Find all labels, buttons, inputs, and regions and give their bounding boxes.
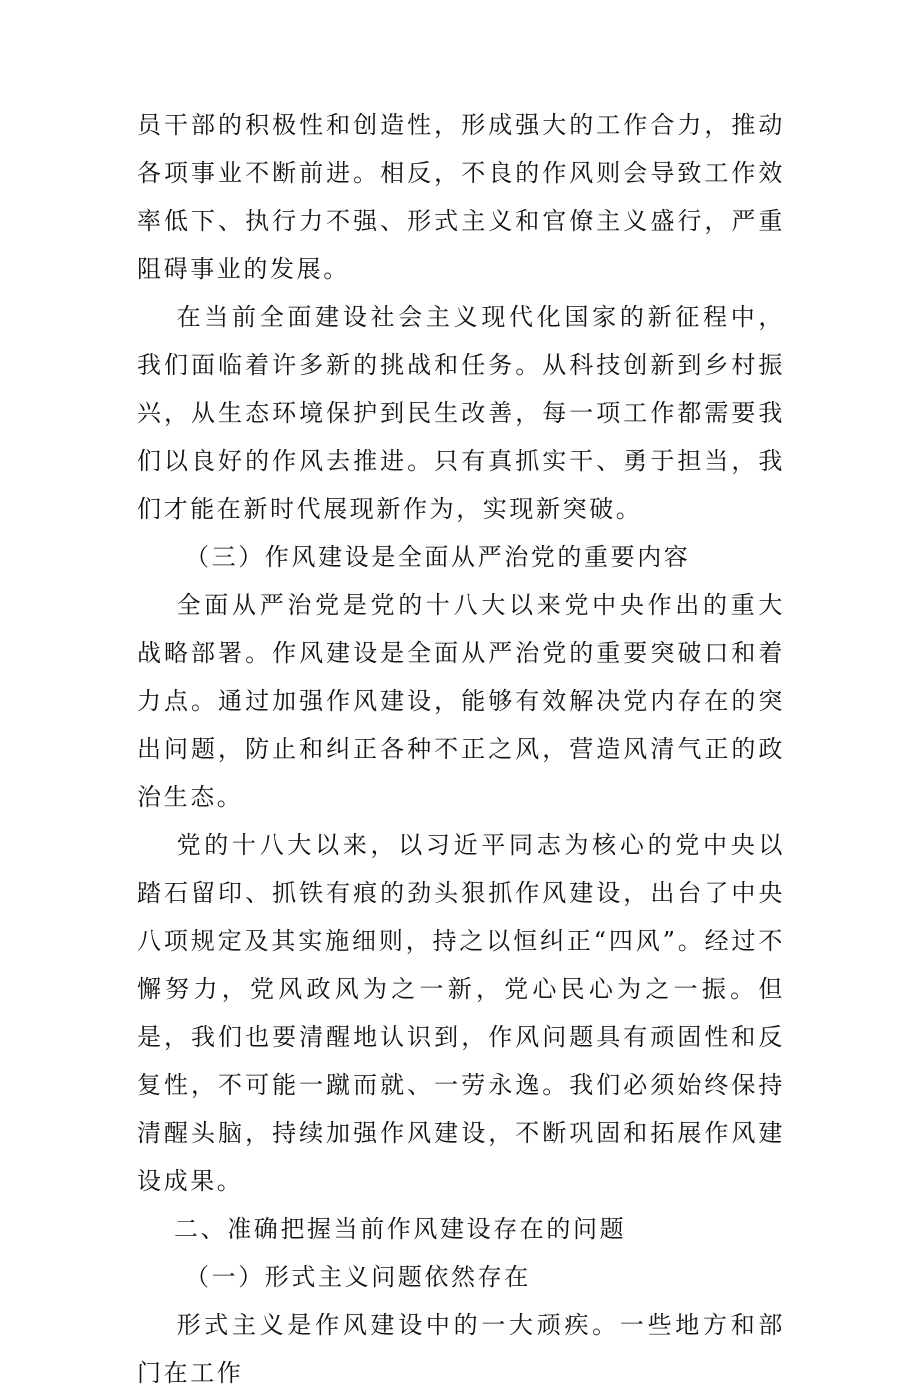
chapter-heading-2: 二、准确把握当前作风建设存在的问题 <box>174 1215 627 1243</box>
document-page <box>137 101 785 1397</box>
paragraph-formalism: 形式主义是作风建设中的一大顽疾。一些地方和部门在工作 <box>137 1311 785 1387</box>
paragraph-strict-governance: 全面从严治党是党的十八大以来党中央作出的重大战略部署。作风建设是全面从严治党的重要突破口和着力点。通过加强作风建设，能够有效解决党内存在的突出问题，防止和纠正各种不正之风，营造风清气正的政治生态。 <box>137 591 785 811</box>
paragraph-new-journey: 在当前全面建设社会主义现代化国家的新征程中，我们面临着许多新的挑战和任务。从科技创新到乡村振兴，从生态环境保护到民生改善，每一项工作都需要我们以良好的作风去推进。只有真抓实干、勇于担当，我们才能在新时代展现新作为，实现新突破。 <box>137 303 785 523</box>
section-heading-1: （一）形式主义问题依然存在 <box>185 1263 531 1291</box>
section-heading-3: （三）作风建设是全面从严治党的重要内容 <box>185 543 691 571</box>
paragraph-eighteenth-congress: 党的十八大以来，以习近平同志为核心的党中央以踏石留印、抓铁有痕的劲头狠抓作风建设，出台了中央八项规定及其实施细则，持之以恒纠正“四风”。经过不懈努力，党风政风为之一新，党心民心为之一振。但是，我们也要清醒地认识到，作风问题具有顽固性和反复性，不可能一蹴而就、一劳永逸。我们必须始终保持清醒头脑，持续加强作风建设，不断巩固和拓展作风建设成果。 <box>137 831 785 1195</box>
paragraph-continuation: 员干部的积极性和创造性，形成强大的工作合力，推动各项事业不断前进。相反，不良的作风则会导致工作效率低下、执行力不强、形式主义和官僚主义盛行，严重阻碍事业的发展。 <box>137 111 785 283</box>
